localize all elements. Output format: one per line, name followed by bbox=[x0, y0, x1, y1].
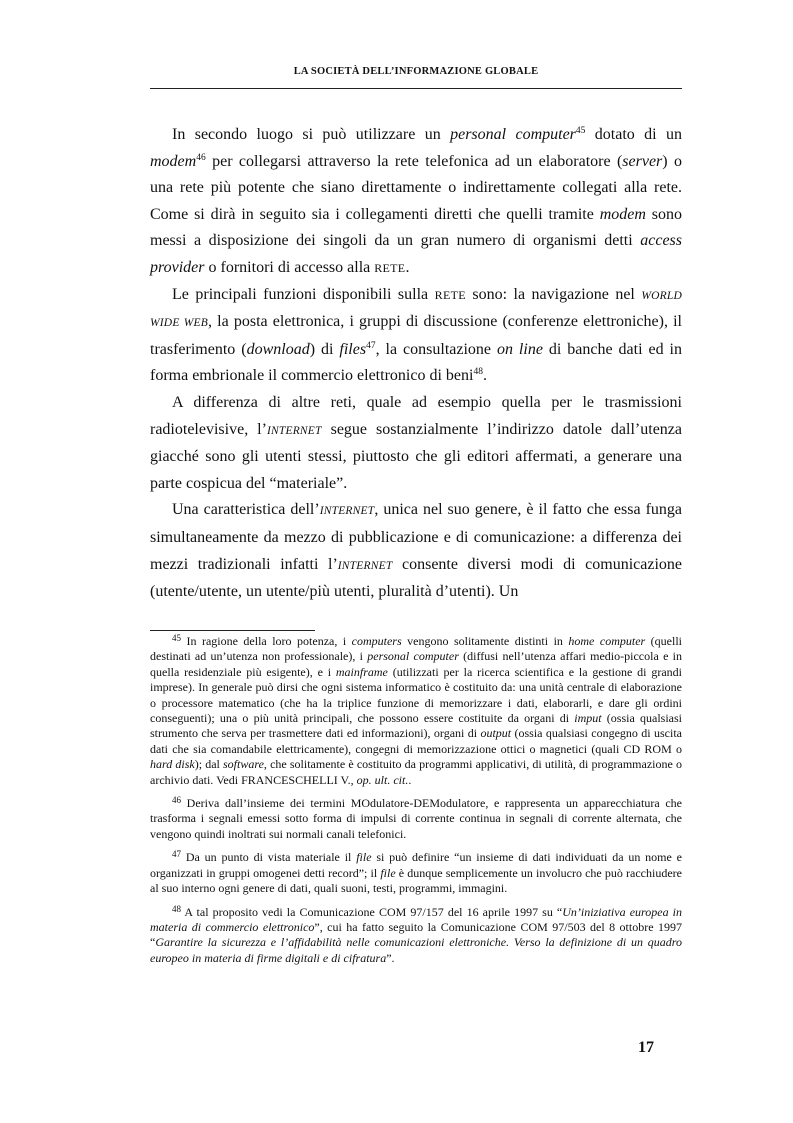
term: computers bbox=[351, 634, 402, 648]
paragraph-4 bbox=[150, 497, 682, 605]
text: , la consultazione bbox=[375, 340, 497, 358]
text: . bbox=[482, 367, 487, 385]
term: imput bbox=[574, 711, 602, 726]
text: ); dal bbox=[194, 757, 224, 772]
text: ”, cui ha fatto seguito la Comunicazione COM 97/503 del 8 ottobre 1997 “ bbox=[150, 919, 682, 950]
text: sono: la navigazione nel bbox=[465, 285, 642, 303]
text: ”. bbox=[386, 950, 395, 965]
text: Le principali funzioni disponibili sulla bbox=[172, 285, 435, 303]
small-caps-term: RETE bbox=[434, 287, 466, 302]
footnote-46 bbox=[150, 796, 682, 842]
page-number: 17 bbox=[638, 1039, 654, 1056]
main-text bbox=[150, 122, 682, 606]
small-caps-term: RETE bbox=[374, 260, 406, 275]
text: ) o una rete più potente che siano direttamente o indirettamente collegati alla rete. Come si dirà in seguito sia i collegamenti diretti che quelli tramite bbox=[150, 152, 682, 223]
text: , la posta elettronica, i gruppi di discussione (conferenze elettroniche), il trasferimento ( bbox=[150, 313, 683, 358]
term: output bbox=[480, 726, 512, 741]
term: file bbox=[380, 865, 396, 880]
term: personal computer bbox=[450, 126, 576, 143]
text: . bbox=[408, 772, 412, 787]
text: (quelli destinati ad un’utenza non professionale), i bbox=[150, 634, 682, 664]
text: sono messi a disposizione dei singoli da un gran numero di organismi detti bbox=[150, 205, 682, 250]
term: download bbox=[246, 340, 310, 358]
footnote-48 bbox=[150, 905, 682, 967]
text: (ossia qualsiasi congegno di uscita dati che sia comandabile elettricamente), congegni di memorizzazione ottici o magnetici (quali CD ROM o bbox=[150, 726, 682, 756]
footnote-number: 46 bbox=[172, 795, 181, 806]
term: hard disk bbox=[150, 757, 195, 772]
text: A tal proposito vedi la Comunicazione COM 97/157 del 16 aprile 1997 su “ bbox=[181, 904, 563, 919]
footnote-number: 48 bbox=[172, 903, 181, 914]
text: vengono solitamente distinti in bbox=[401, 634, 569, 648]
paragraph-3 bbox=[150, 390, 682, 497]
text: di banche dati ed in forma embrionale il commercio elettronico di beni bbox=[150, 340, 682, 385]
text: Una caratteristica dell’ bbox=[172, 501, 320, 519]
text: si può definire “un insieme di dati individuati da un nome e organizzati in gruppi omogenei detti record”; il bbox=[150, 850, 682, 880]
small-caps-term: INTERNET bbox=[319, 505, 375, 518]
text: . bbox=[405, 258, 410, 276]
text: segue sostanzialmente l’indirizzo datole dall’utenza giacché sono gli utenti stessi, piuttosto che gli editori affermati, a generare una parte cospicua del “materiale”. bbox=[150, 420, 683, 492]
text: ) di bbox=[309, 340, 340, 358]
footnote-45 bbox=[150, 634, 682, 788]
paragraph-1 bbox=[150, 122, 682, 282]
term: software bbox=[223, 757, 264, 772]
footnote-47 bbox=[150, 850, 682, 896]
text: per collegarsi attraverso la rete telefonica ad un elaboratore ( bbox=[205, 152, 623, 170]
header-rule bbox=[150, 88, 682, 89]
footnote-ref: 46 bbox=[196, 152, 206, 163]
running-header: LA SOCIETÀ DELL’INFORMAZIONE GLOBALE bbox=[293, 66, 539, 77]
footnote-ref: 45 bbox=[575, 126, 586, 136]
term: file bbox=[356, 850, 372, 865]
small-caps-term: WORLD WIDE WEB bbox=[150, 289, 682, 330]
text: (utilizzati per la ricerca scientifica e la gestione di grandi imprese). In generale può dirsi che ogni sistema informatico è costituito da: una unità centrale di elaborazione o processore matematico (che ha la triplice funzione di memorizzare i dati, elaborarli, e dare gli ordini conseguenti); una o più unità principali, che possono essere costituite da organi di bbox=[150, 664, 682, 726]
footnote-number: 45 bbox=[172, 633, 181, 643]
term: server bbox=[622, 152, 663, 170]
term: home computer bbox=[568, 634, 646, 648]
paragraph-2 bbox=[150, 282, 682, 390]
footnote-separator bbox=[150, 630, 315, 631]
term: access provider bbox=[150, 232, 682, 276]
text: consente diversi modi di comunicazione (utente/utente, un utente/più utenti, pluralità d’utenti). Un bbox=[150, 555, 683, 601]
term: Un’iniziativa europea in materia di commercio elettronico bbox=[150, 904, 682, 934]
term: files bbox=[339, 340, 367, 358]
small-caps-term: INTERNET bbox=[266, 424, 322, 437]
text: A differenza di altre reti, quale ad esempio quella per le trasmissioni radiotelevisive, l’ bbox=[150, 393, 682, 438]
term: modem bbox=[599, 205, 646, 223]
footnotes bbox=[150, 634, 682, 974]
term: mainframe bbox=[335, 664, 388, 679]
footnote-ref: 48 bbox=[473, 367, 483, 378]
text: o fornitori di accesso alla bbox=[204, 258, 375, 276]
text: , che solitamente è costituito da programmi applicativi, di utilità, di programmazione o archivio dati. Vedi FRANCESCHELLI V., bbox=[150, 757, 682, 787]
text: (diffusi nell’utenza affari medio-piccola e in quella residenziale più esigente), e i bbox=[150, 649, 683, 679]
term: modem bbox=[150, 152, 197, 170]
footnote-ref: 47 bbox=[366, 340, 376, 351]
term: Garantire la sicurezza e l’affidabilità nelle comunicazioni elettroniche. Verso la definizione di un quadro europeo in materia di firme digitali e di cifratura bbox=[150, 935, 682, 965]
text: Da un punto di vista materiale il bbox=[181, 850, 357, 865]
term: op. ult. cit. bbox=[356, 772, 409, 787]
term: on line bbox=[496, 340, 543, 358]
text: , unica nel suo genere, è il fatto che essa funga simultaneamente da mezzo di pubblicazione e di comunicazione: a differenza dei mezzi tradizionali infatti l’ bbox=[150, 501, 682, 573]
text: (ossia qualsiasi strumento che serva per trasmettere dati ed informazioni), organi di bbox=[150, 711, 682, 741]
text: Deriva dall’insieme dei termini MOdulatore-DEModulatore, e rappresenta un apparecchiatura che trasforma i segnali emessi sotto forma di impulsi di corrente continua in segnali di corrente alternata, che vengono quindi inoltrati sui normali canali telefonici. bbox=[150, 796, 682, 841]
text: dotato di un bbox=[585, 126, 683, 143]
text: In secondo luogo si può utilizzare un bbox=[172, 126, 451, 143]
text: è dunque semplicemente un involucro che può racchiudere al suo interno ogni genere di dati, quali suoni, testi, programmi, immagini. bbox=[150, 865, 682, 896]
text: In ragione della loro potenza, i bbox=[181, 634, 352, 648]
term: personal computer bbox=[367, 649, 459, 664]
footnote-number: 47 bbox=[172, 849, 181, 860]
small-caps-term: INTERNET bbox=[337, 559, 393, 572]
